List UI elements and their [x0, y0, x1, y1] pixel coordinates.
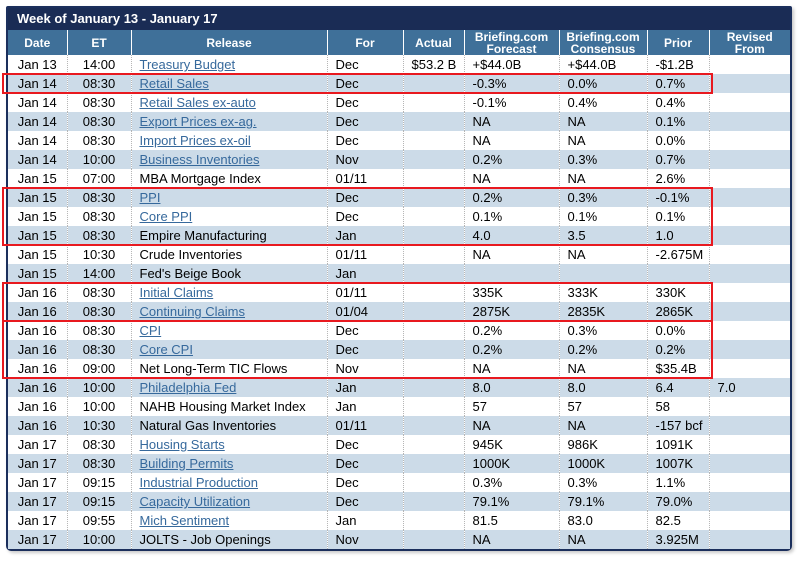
cell-forecast: 79.1% — [464, 492, 559, 511]
cell-prior: -0.1% — [647, 188, 709, 207]
cell-release — [131, 454, 327, 473]
cell-prior: 1091K — [647, 435, 709, 454]
table-header — [8, 30, 790, 55]
column-header-briefing-com-forecast: Briefing.com Forecast — [464, 30, 559, 55]
cell-release: JOLTS - Job Openings — [131, 530, 327, 549]
cell-et: 08:30 — [67, 435, 131, 454]
cell-release — [131, 435, 327, 454]
cell-forecast: 81.5 — [464, 511, 559, 530]
cell-revised — [709, 226, 790, 245]
cell-for: Dec — [327, 321, 403, 340]
table-row — [8, 530, 790, 549]
cell-consensus: 79.1% — [559, 492, 647, 511]
cell-date: Jan 17 — [8, 492, 67, 511]
cell-consensus: 0.0% — [559, 74, 647, 93]
cell-et: 09:55 — [67, 511, 131, 530]
cell-actual — [403, 492, 464, 511]
cell-date: Jan 16 — [8, 378, 67, 397]
release-link[interactable]: Core PPI — [139, 209, 193, 224]
cell-revised — [709, 131, 790, 150]
table-row — [8, 264, 790, 283]
cell-et: 08:30 — [67, 188, 131, 207]
cell-consensus: 0.3% — [559, 188, 647, 207]
cell-consensus: +$44.0B — [559, 55, 647, 74]
cell-actual — [403, 226, 464, 245]
cell-revised — [709, 93, 790, 112]
cell-for: 01/04 — [327, 302, 403, 321]
cell-consensus: 0.1% — [559, 207, 647, 226]
cell-forecast: 57 — [464, 397, 559, 416]
table-row — [8, 283, 790, 302]
cell-prior: 1007K — [647, 454, 709, 473]
release-link[interactable]: Treasury Budget — [139, 57, 236, 72]
table-row — [8, 435, 790, 454]
cell-et: 08:30 — [67, 74, 131, 93]
cell-consensus: NA — [559, 112, 647, 131]
cell-release — [131, 340, 327, 359]
cell-actual — [403, 359, 464, 378]
cell-for: Dec — [327, 454, 403, 473]
table-row — [8, 150, 790, 169]
cell-date: Jan 15 — [8, 207, 67, 226]
cell-prior: 0.1% — [647, 112, 709, 131]
cell-forecast: NA — [464, 245, 559, 264]
cell-release — [131, 492, 327, 511]
cell-release — [131, 131, 327, 150]
table-row — [8, 492, 790, 511]
cell-date: Jan 15 — [8, 245, 67, 264]
cell-for: Dec — [327, 492, 403, 511]
cell-et: 08:30 — [67, 454, 131, 473]
cell-forecast — [464, 264, 559, 283]
cell-revised — [709, 188, 790, 207]
cell-actual — [403, 416, 464, 435]
cell-et: 08:30 — [67, 226, 131, 245]
cell-forecast: 2875K — [464, 302, 559, 321]
cell-date: Jan 16 — [8, 283, 67, 302]
cell-actual — [403, 169, 464, 188]
release-link[interactable]: Export Prices ex-ag. — [139, 114, 257, 129]
cell-actual — [403, 264, 464, 283]
cell-date: Jan 14 — [8, 93, 67, 112]
cell-actual — [403, 188, 464, 207]
cell-revised — [709, 321, 790, 340]
cell-forecast: 0.2% — [464, 321, 559, 340]
cell-for: Nov — [327, 530, 403, 549]
cell-forecast: -0.3% — [464, 74, 559, 93]
cell-revised — [709, 302, 790, 321]
table-row — [8, 378, 790, 397]
table-row — [8, 321, 790, 340]
cell-forecast: NA — [464, 112, 559, 131]
cell-release — [131, 150, 327, 169]
cell-release: Crude Inventories — [131, 245, 327, 264]
cell-date: Jan 16 — [8, 397, 67, 416]
cell-forecast: 0.2% — [464, 188, 559, 207]
cell-for: Dec — [327, 74, 403, 93]
cell-forecast: 0.3% — [464, 473, 559, 492]
cell-for: 01/11 — [327, 283, 403, 302]
cell-consensus: NA — [559, 416, 647, 435]
release-link[interactable]: Building Permits — [139, 456, 234, 471]
cell-consensus: NA — [559, 359, 647, 378]
cell-revised — [709, 55, 790, 74]
cell-release — [131, 321, 327, 340]
cell-forecast: NA — [464, 169, 559, 188]
cell-revised — [709, 473, 790, 492]
cell-actual — [403, 207, 464, 226]
cell-revised — [709, 264, 790, 283]
cell-forecast: NA — [464, 416, 559, 435]
cell-prior: 0.2% — [647, 340, 709, 359]
cell-actual — [403, 435, 464, 454]
cell-revised — [709, 207, 790, 226]
cell-actual — [403, 302, 464, 321]
cell-for: Dec — [327, 340, 403, 359]
cell-forecast: 0.1% — [464, 207, 559, 226]
cell-for: Dec — [327, 207, 403, 226]
cell-et: 09:15 — [67, 473, 131, 492]
cell-consensus: 0.4% — [559, 93, 647, 112]
cell-prior: 1.1% — [647, 473, 709, 492]
cell-et: 08:30 — [67, 93, 131, 112]
cell-prior: 0.0% — [647, 321, 709, 340]
cell-consensus: 8.0 — [559, 378, 647, 397]
cell-actual — [403, 454, 464, 473]
cell-forecast: NA — [464, 131, 559, 150]
cell-actual — [403, 112, 464, 131]
table-row — [8, 511, 790, 530]
cell-date: Jan 15 — [8, 226, 67, 245]
cell-date: Jan 17 — [8, 511, 67, 530]
release-link[interactable]: Capacity Utilization — [139, 494, 251, 509]
release-link[interactable]: Mich Sentiment — [139, 513, 230, 528]
column-header-for: For — [327, 30, 403, 55]
cell-date: Jan 13 — [8, 55, 67, 74]
cell-et: 09:15 — [67, 492, 131, 511]
cell-prior: 0.4% — [647, 93, 709, 112]
cell-revised — [709, 150, 790, 169]
release-link[interactable]: Retail Sales — [139, 76, 209, 91]
cell-revised — [709, 435, 790, 454]
cell-forecast: 945K — [464, 435, 559, 454]
calendar-week-title: Week of January 13 - January 17 — [8, 8, 790, 30]
cell-release — [131, 112, 327, 131]
cell-et: 08:30 — [67, 321, 131, 340]
cell-revised — [709, 511, 790, 530]
cell-for: Dec — [327, 93, 403, 112]
cell-release: MBA Mortgage Index — [131, 169, 327, 188]
cell-forecast: 8.0 — [464, 378, 559, 397]
cell-release — [131, 74, 327, 93]
cell-for: 01/11 — [327, 169, 403, 188]
cell-consensus: 1000K — [559, 454, 647, 473]
cell-et: 08:30 — [67, 340, 131, 359]
cell-for: 01/11 — [327, 245, 403, 264]
cell-prior: 79.0% — [647, 492, 709, 511]
table-row — [8, 359, 790, 378]
cell-revised — [709, 530, 790, 549]
column-header-et: ET — [67, 30, 131, 55]
column-header-revised-from: Revised From — [709, 30, 790, 55]
cell-date: Jan 17 — [8, 473, 67, 492]
cell-release — [131, 511, 327, 530]
cell-forecast: 0.2% — [464, 150, 559, 169]
cell-consensus: NA — [559, 169, 647, 188]
cell-prior: 330K — [647, 283, 709, 302]
cell-consensus: 57 — [559, 397, 647, 416]
cell-actual — [403, 283, 464, 302]
cell-revised — [709, 74, 790, 93]
cell-forecast: NA — [464, 359, 559, 378]
table-row — [8, 55, 790, 74]
cell-actual — [403, 245, 464, 264]
table-row — [8, 93, 790, 112]
cell-revised — [709, 283, 790, 302]
cell-actual — [403, 150, 464, 169]
cell-actual — [403, 131, 464, 150]
cell-for: Dec — [327, 473, 403, 492]
cell-release: Natural Gas Inventories — [131, 416, 327, 435]
cell-release — [131, 473, 327, 492]
table-row — [8, 397, 790, 416]
cell-et: 08:30 — [67, 112, 131, 131]
cell-release: Net Long-Term TIC Flows — [131, 359, 327, 378]
cell-prior: 0.7% — [647, 74, 709, 93]
cell-release — [131, 378, 327, 397]
cell-date: Jan 14 — [8, 112, 67, 131]
table-row — [8, 169, 790, 188]
cell-consensus: 2835K — [559, 302, 647, 321]
cell-prior: 3.925M — [647, 530, 709, 549]
cell-date: Jan 17 — [8, 435, 67, 454]
cell-revised — [709, 340, 790, 359]
cell-revised — [709, 454, 790, 473]
cell-prior: -$1.2B — [647, 55, 709, 74]
cell-actual — [403, 530, 464, 549]
cell-revised — [709, 416, 790, 435]
economic-calendar-panel — [6, 6, 792, 551]
table-row — [8, 473, 790, 492]
cell-date: Jan 14 — [8, 150, 67, 169]
cell-consensus: NA — [559, 245, 647, 264]
cell-actual: $53.2 B — [403, 55, 464, 74]
cell-et: 08:30 — [67, 283, 131, 302]
cell-et: 14:00 — [67, 264, 131, 283]
table-row — [8, 112, 790, 131]
cell-et: 08:30 — [67, 302, 131, 321]
cell-release: Empire Manufacturing — [131, 226, 327, 245]
cell-release — [131, 93, 327, 112]
cell-release — [131, 283, 327, 302]
cell-for: Dec — [327, 131, 403, 150]
release-link[interactable]: Core CPI — [139, 342, 193, 357]
table-row — [8, 416, 790, 435]
release-link[interactable]: CPI — [139, 323, 162, 338]
cell-forecast: -0.1% — [464, 93, 559, 112]
cell-prior: $35.4B — [647, 359, 709, 378]
cell-actual — [403, 511, 464, 530]
cell-prior: 0.1% — [647, 207, 709, 226]
cell-actual — [403, 473, 464, 492]
column-header-actual: Actual — [403, 30, 464, 55]
cell-for: Jan — [327, 511, 403, 530]
cell-release: Fed's Beige Book — [131, 264, 327, 283]
column-header-briefing-com-consensus: Briefing.com Consensus — [559, 30, 647, 55]
column-header-prior: Prior — [647, 30, 709, 55]
table-row — [8, 226, 790, 245]
cell-for: Dec — [327, 55, 403, 74]
cell-prior: 82.5 — [647, 511, 709, 530]
cell-prior: 0.7% — [647, 150, 709, 169]
cell-prior: 58 — [647, 397, 709, 416]
cell-consensus: NA — [559, 131, 647, 150]
cell-consensus: 3.5 — [559, 226, 647, 245]
release-link[interactable]: Continuing Claims — [139, 304, 245, 319]
cell-et: 10:00 — [67, 378, 131, 397]
cell-for: Dec — [327, 112, 403, 131]
release-link[interactable]: Business Inventories — [139, 152, 260, 167]
cell-prior — [647, 264, 709, 283]
cell-for: Jan — [327, 397, 403, 416]
header-row — [8, 30, 790, 55]
cell-revised — [709, 112, 790, 131]
cell-date: Jan 14 — [8, 74, 67, 93]
cell-et: 08:30 — [67, 207, 131, 226]
column-header-date: Date — [8, 30, 67, 55]
cell-revised: 7.0 — [717, 380, 736, 395]
cell-et: 10:00 — [67, 150, 131, 169]
cell-forecast: +$44.0B — [464, 55, 559, 74]
table-row — [8, 131, 790, 150]
cell-consensus: 0.3% — [559, 321, 647, 340]
cell-for: Dec — [327, 435, 403, 454]
cell-date: Jan 15 — [8, 264, 67, 283]
cell-et: 10:30 — [67, 416, 131, 435]
cell-forecast: NA — [464, 530, 559, 549]
column-header-release: Release — [131, 30, 327, 55]
cell-et: 10:30 — [67, 245, 131, 264]
cell-for: Nov — [327, 359, 403, 378]
cell-revised — [709, 397, 790, 416]
table-row — [8, 340, 790, 359]
cell-actual — [403, 93, 464, 112]
cell-revised — [709, 169, 790, 188]
cell-prior: 6.4 — [647, 378, 709, 397]
cell-et: 14:00 — [67, 55, 131, 74]
cell-date: Jan 16 — [8, 416, 67, 435]
cell-consensus: 0.2% — [559, 340, 647, 359]
release-link[interactable]: Industrial Production — [139, 475, 259, 490]
cell-date: Jan 16 — [8, 340, 67, 359]
cell-for: Jan — [327, 226, 403, 245]
release-link[interactable]: Import Prices ex-oil — [139, 133, 251, 148]
cell-for: Dec — [327, 188, 403, 207]
cell-actual — [403, 378, 464, 397]
table-row — [8, 302, 790, 321]
cell-et: 09:00 — [67, 359, 131, 378]
cell-date: Jan 17 — [8, 530, 67, 549]
cell-consensus: 0.3% — [559, 150, 647, 169]
table-row — [8, 245, 790, 264]
cell-consensus: NA — [559, 530, 647, 549]
cell-date: Jan 15 — [8, 169, 67, 188]
cell-actual — [403, 340, 464, 359]
cell-forecast: 335K — [464, 283, 559, 302]
cell-prior: 2865K — [647, 302, 709, 321]
cell-date: Jan 14 — [8, 131, 67, 150]
cell-date: Jan 17 — [8, 454, 67, 473]
cell-consensus — [559, 264, 647, 283]
release-link[interactable]: Retail Sales ex-auto — [139, 95, 256, 110]
cell-et: 08:30 — [67, 131, 131, 150]
cell-release — [131, 302, 327, 321]
cell-release — [131, 55, 327, 74]
table-row — [8, 454, 790, 473]
release-link[interactable]: Philadelphia Fed — [139, 380, 237, 395]
cell-forecast: 4.0 — [464, 226, 559, 245]
cell-consensus: 333K — [559, 283, 647, 302]
cell-date: Jan 16 — [8, 359, 67, 378]
cell-revised — [709, 492, 790, 511]
cell-actual — [403, 321, 464, 340]
cell-prior: -157 bcf — [647, 416, 709, 435]
cell-for: Jan — [327, 264, 403, 283]
cell-revised — [709, 359, 790, 378]
cell-et: 10:00 — [67, 530, 131, 549]
cell-for: Jan — [327, 378, 403, 397]
release-link[interactable]: PPI — [139, 190, 161, 205]
cell-release — [131, 188, 327, 207]
release-link[interactable]: Initial Claims — [139, 285, 214, 300]
cell-forecast: 0.2% — [464, 340, 559, 359]
cell-date: Jan 16 — [8, 321, 67, 340]
cell-et: 07:00 — [67, 169, 131, 188]
cell-for: Nov — [327, 150, 403, 169]
release-link[interactable]: Housing Starts — [139, 437, 225, 452]
table-row — [8, 207, 790, 226]
cell-date: Jan 15 — [8, 188, 67, 207]
cell-prior: -2.675M — [647, 245, 709, 264]
cell-consensus: 0.3% — [559, 473, 647, 492]
cell-revised — [709, 245, 790, 264]
cell-release — [131, 207, 327, 226]
table-row — [8, 188, 790, 207]
cell-prior: 2.6% — [647, 169, 709, 188]
table-row — [8, 74, 790, 93]
cell-for: 01/11 — [327, 416, 403, 435]
cell-actual — [403, 397, 464, 416]
cell-forecast: 1000K — [464, 454, 559, 473]
cell-consensus: 986K — [559, 435, 647, 454]
cell-release: NAHB Housing Market Index — [131, 397, 327, 416]
table-body — [8, 55, 790, 549]
economic-calendar-table — [8, 30, 790, 549]
cell-actual — [403, 74, 464, 93]
cell-prior: 0.0% — [647, 131, 709, 150]
cell-prior: 1.0 — [647, 226, 709, 245]
cell-date: Jan 16 — [8, 302, 67, 321]
cell-et: 10:00 — [67, 397, 131, 416]
cell-consensus: 83.0 — [559, 511, 647, 530]
